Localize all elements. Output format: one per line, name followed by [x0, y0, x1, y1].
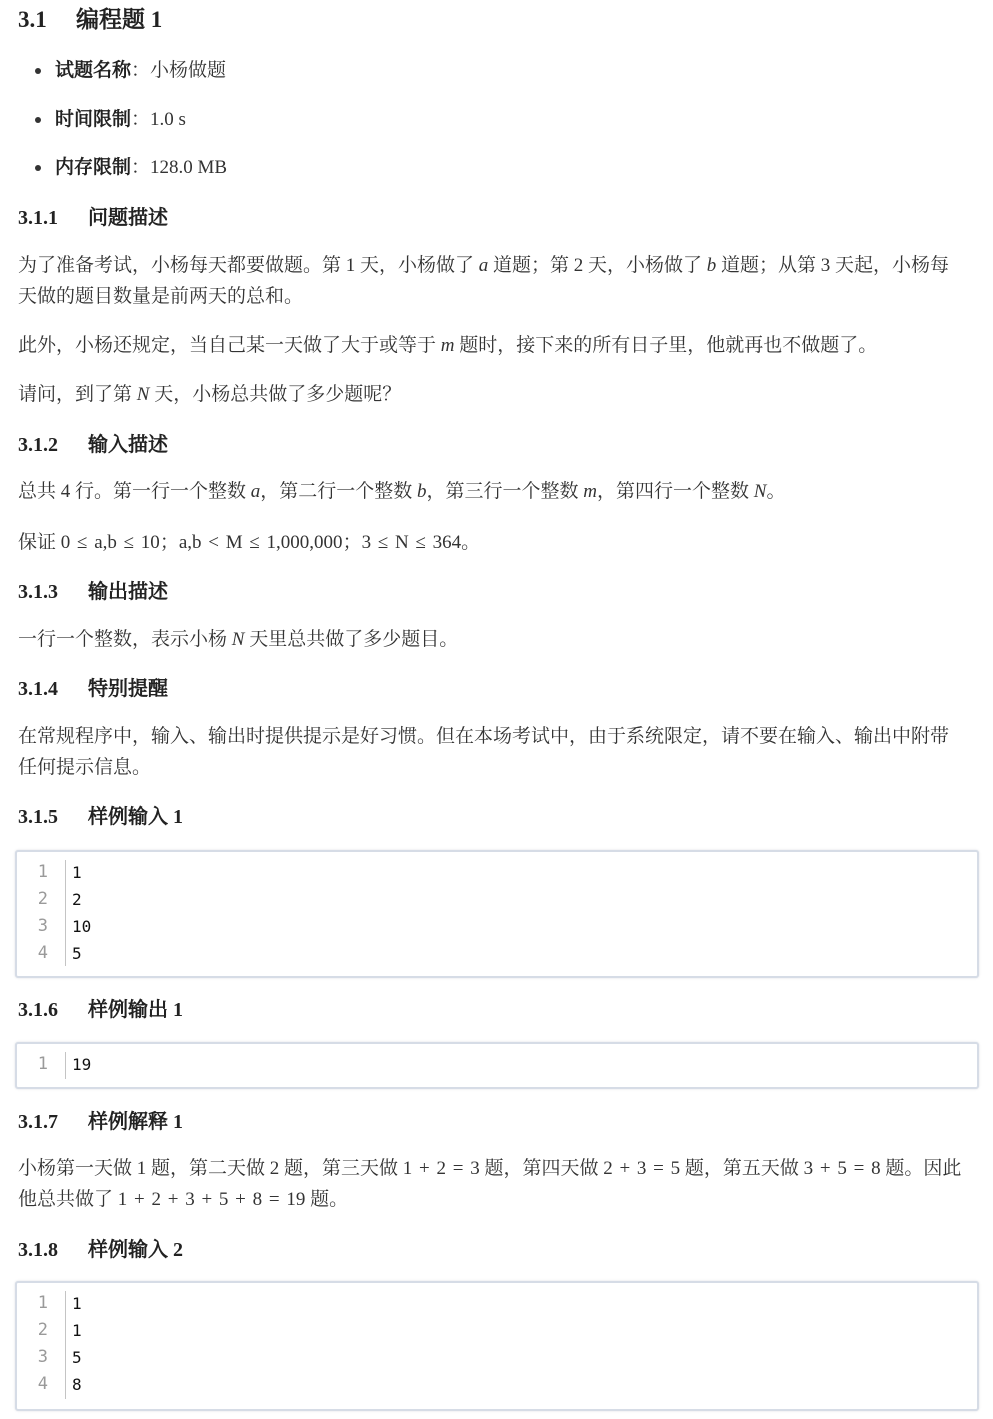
- subsection-heading-output: [18, 578, 168, 606]
- line-number: 1: [37, 862, 48, 882]
- meta-label: 试题名称: [55, 60, 132, 81]
- text-segment: 一行一个整数，表示小杨: [18, 629, 232, 650]
- text-segment: 道题；第 2 天，小杨做了: [488, 255, 707, 276]
- code-line: 1: [72, 1321, 82, 1340]
- line-number-gutter: [17, 1290, 48, 1398]
- subsection-number: 3.1.3: [18, 581, 58, 603]
- subsection-heading-sample-input-1: [18, 803, 183, 831]
- subsection-heading-reminder: [18, 675, 168, 703]
- subsection-number: 3.1.7: [18, 1111, 58, 1133]
- subsection-title: 特别提醒: [88, 678, 168, 700]
- text-segment: 此外，小杨还规定，当自己某一天做了大于或等于: [18, 335, 441, 356]
- text-segment: 题。: [305, 1189, 349, 1210]
- line-number: 2: [37, 889, 48, 909]
- text-segment: ，第三行一个整数: [426, 481, 584, 502]
- code-line: 1: [72, 863, 82, 882]
- reminder-paragraph: 在常规程序中，输入、输出时提供提示是好习惯。但在本场考试中，由于系统限定，请不要在输入、输出中附带任何提示信息。: [18, 726, 950, 778]
- line-number-gutter: [17, 859, 48, 967]
- meta-item-memory-limit: [55, 154, 227, 182]
- meta-separator: ：: [131, 60, 151, 81]
- meta-label: 内存限制: [55, 157, 132, 178]
- subsection-title: 样例输入 1: [88, 806, 183, 828]
- meta-separator: ：: [131, 109, 151, 130]
- input-constraints-paragraph: [18, 527, 966, 558]
- text-segment: 天，小杨总共做了多少题呢？: [149, 384, 402, 405]
- line-number: 1: [37, 1054, 48, 1074]
- math-variable: N: [136, 384, 150, 405]
- code-line: 19: [72, 1055, 92, 1074]
- line-number-gutter: [17, 1051, 48, 1078]
- text-segment: 题时，接下来的所有日子里，他就再也不做题了。: [454, 335, 878, 356]
- math-formula: 3 + 5 = 8: [803, 1158, 881, 1179]
- subsection-heading-explanation-1: [18, 1108, 183, 1136]
- math-variable: a: [250, 481, 261, 502]
- code-lines: [72, 1051, 91, 1078]
- math-variable: b: [417, 481, 427, 502]
- code-line: 5: [72, 1348, 82, 1367]
- subsection-heading-input: [18, 431, 168, 459]
- text-segment: 天里总共做了多少题目。: [244, 629, 459, 650]
- math-formula: 3 ≤ N ≤ 364: [361, 532, 462, 553]
- text-segment: 题，第四天做: [479, 1158, 604, 1179]
- meta-value: 128.0 MB: [150, 157, 228, 178]
- math-formula: 0 ≤ a,b ≤ 10: [60, 532, 160, 553]
- code-lines: [72, 1290, 82, 1398]
- bullet-icon: [35, 68, 41, 74]
- description-paragraph-1: [18, 250, 966, 312]
- text-segment: ；: [159, 532, 179, 553]
- section-title: 编程题 1: [76, 7, 163, 32]
- text-segment: ，第二行一个整数: [260, 481, 418, 502]
- line-number: 4: [37, 1374, 48, 1394]
- meta-item-time-limit: [55, 106, 186, 134]
- sample-input-1-code-block: [15, 850, 979, 978]
- subsection-title: 输出描述: [88, 581, 168, 603]
- explanation-paragraph: [18, 1153, 966, 1215]
- code-line: 5: [72, 944, 82, 963]
- math-formula: a,b < M ≤ 1,000,000: [178, 532, 343, 553]
- gutter-divider: [65, 1291, 66, 1399]
- code-line: 8: [72, 1375, 82, 1394]
- line-number: 4: [37, 943, 48, 963]
- output-paragraph: [18, 624, 966, 655]
- text-segment: 小杨第一天做 1 题，第二天做 2 题，第三天做: [18, 1158, 403, 1179]
- gutter-divider: [65, 860, 66, 966]
- math-variable: a: [478, 255, 489, 276]
- bullet-icon: [35, 117, 41, 123]
- code-line: 10: [72, 917, 92, 936]
- math-formula: 2 + 3 = 5: [603, 1158, 681, 1179]
- text-segment: ；: [342, 532, 362, 553]
- math-variable: N: [753, 481, 767, 502]
- input-paragraph-1: [18, 476, 966, 507]
- text-segment: 总共 4 行。第一行一个整数: [18, 481, 251, 502]
- text-segment: 道题；从第 3 天起，小杨每天做的题目数量是前两天的总和。: [18, 255, 950, 307]
- text-segment: ，第四行一个整数: [597, 481, 754, 502]
- math-formula: 1 + 2 + 3 + 5 + 8 = 19: [117, 1189, 306, 1210]
- math-variable: b: [706, 255, 717, 276]
- subsection-number: 3.1.6: [18, 999, 58, 1021]
- math-variable: m: [583, 481, 598, 502]
- subsection-title: 样例输出 1: [88, 999, 183, 1021]
- subsection-heading-sample-output-1: [18, 996, 183, 1024]
- subsection-number: 3.1.8: [18, 1239, 58, 1261]
- subsection-heading-description: [18, 204, 168, 232]
- subsection-heading-sample-input-2: [18, 1236, 183, 1264]
- section-number: 3.1: [18, 7, 47, 32]
- meta-label: 时间限制: [55, 109, 132, 130]
- line-number: 3: [37, 1347, 48, 1367]
- bullet-icon: [35, 165, 41, 171]
- text-segment: 。: [766, 481, 786, 502]
- text-segment: 为了准备考试，小杨每天都要做题。第 1 天，小杨做了: [18, 255, 479, 276]
- math-variable: N: [231, 629, 245, 650]
- text-segment: 题，第五天做: [680, 1158, 804, 1179]
- math-formula: 1 + 2 = 3: [402, 1158, 480, 1179]
- meta-value: 1.0 s: [150, 109, 186, 130]
- math-variable: m: [440, 335, 455, 356]
- description-paragraph-2: [18, 330, 966, 361]
- code-lines: [72, 859, 91, 967]
- subsection-number: 3.1.4: [18, 678, 58, 700]
- line-number: 3: [37, 916, 48, 936]
- subsection-title: 样例输入 2: [88, 1239, 183, 1261]
- subsection-number: 3.1.5: [18, 806, 58, 828]
- meta-value: 小杨做题: [150, 60, 227, 81]
- gutter-divider: [65, 1052, 66, 1079]
- subsection-number: 3.1.2: [18, 434, 58, 456]
- sample-input-2-code-block: [15, 1281, 979, 1411]
- text-segment: 题。因此他总共做了: [18, 1158, 962, 1210]
- text-segment: 。: [461, 532, 481, 553]
- subsection-title: 问题描述: [88, 207, 168, 229]
- meta-separator: ：: [131, 157, 151, 178]
- sample-output-1-code-block: [15, 1042, 979, 1089]
- text-segment: 请问，到了第: [18, 384, 137, 405]
- subsection-number: 3.1.1: [18, 207, 58, 229]
- description-paragraph-3: [18, 379, 966, 410]
- subsection-title: 输入描述: [88, 434, 168, 456]
- subsection-title: 样例解释 1: [88, 1111, 183, 1133]
- line-number: 1: [37, 1293, 48, 1313]
- meta-item-problem-name: [55, 57, 226, 85]
- code-line: 1: [72, 1294, 82, 1313]
- section-heading: [18, 5, 162, 35]
- code-line: 2: [72, 890, 82, 909]
- text-segment: 保证: [18, 532, 61, 553]
- line-number: 2: [37, 1320, 48, 1340]
